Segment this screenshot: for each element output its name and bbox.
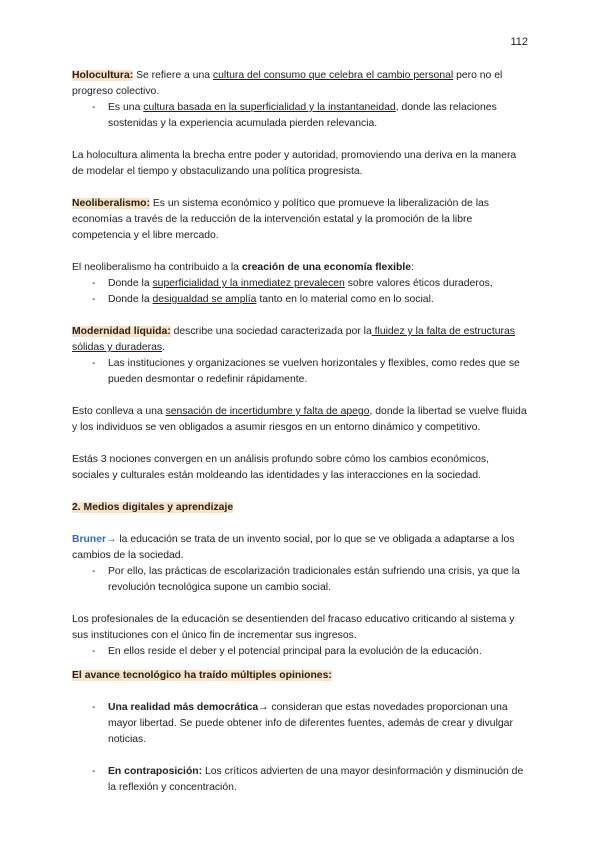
modernidad-bullet: - Las instituciones y organizaciones se vuelven horizontales y flexibles, como redes que se pueden desmontar o redefinir rápidamente.: [92, 358, 520, 385]
opinion-bullet-1: - Una realidad más democrática→ consideran que estas novedades proporcionan una mayor libertad. Se puede obtener info de diferentes fuentes, además de crear y divulgar noticias.: [92, 702, 513, 745]
summary-paragraph: Estás 3 nociones convergen en un análisis profundo sobre cómo los cambios económicos, sociales y culturales están moldeando las identidades y las interacciones en la sociedad.: [72, 454, 490, 481]
section-heading: 2. Medios digitales y aprendizaje: [72, 502, 234, 513]
document-body: [72, 68, 528, 796]
neoliberalismo-intro: El neoliberalismo ha contribuido a la creación de una economía flexible:: [72, 262, 414, 273]
neoliberalismo-definition: Neoliberalismo: Es un sistema económico y político que promueve la liberalización de las economías a través de la reducción de la intervención estatal y la promoción de la libre competencia y el libre mercado.: [72, 198, 489, 241]
neoliberalismo-bullet-1: - Donde la superficialidad y la inmediatez prevalecen sobre valores éticos duraderos,: [92, 278, 493, 289]
holocultura-term: Holocultura:: [72, 70, 134, 81]
holocultura-definition: Holocultura: Se refiere a una cultura del consumo que celebra el cambio personal pero no el progreso colectivo.: [72, 70, 503, 97]
bruner-paragraph: Bruner→ la educación se trata de un invento social, por lo que se ve obligada a adaptarse a los cambios de la sociedad.: [72, 534, 515, 561]
arrow-icon: →: [106, 534, 117, 545]
holocultura-bullet: - Es una cultura basada en la superficialidad y la instantaneidad, donde las relaciones sostenidas y la experiencia acumulada pierden relevancia.: [92, 102, 497, 129]
opinions-heading: El avance tecnológico ha traído múltiples opiniones:: [72, 670, 332, 681]
page-number: 112: [510, 36, 528, 48]
profesionales-bullet: - En ellos reside el deber y el potencial principal para la evolución de la educación.: [92, 646, 482, 657]
modernidad-term: Modernidad líquida:: [72, 326, 171, 337]
bruner-bullet: - Por ello, las prácticas de escolarización tradicionales están sufriendo una crisis, ya que la revolución tecnológica supone un cambio social.: [92, 566, 520, 593]
holocultura-paragraph: La holocultura alimenta la brecha entre poder y autoridad, promoviendo una deriva en la manera de modelar el tiempo y obstaculizando una política progresista.: [72, 150, 517, 177]
bruner-name: Bruner: [72, 534, 107, 545]
opinion-bullet-2: - En contraposición: Los críticos advierten de una mayor desinformación y disminución de la reflexión y concentración.: [92, 766, 524, 793]
modernidad-definition: Modernidad líquida: describe una sociedad caracterizada por la fluidez y la falta de estructuras sólidas y duraderas.: [72, 326, 515, 353]
modernidad-paragraph: Esto conlleva a una sensación de incertidumbre y falta de apego, donde la libertad se vuelve fluida y los individuos se ven obligados a asumir riesgos en un entorno dinámico y competitivo.: [72, 406, 527, 433]
neoliberalismo-term: Neoliberalismo:: [72, 198, 150, 209]
neoliberalismo-bullet-2: - Donde la desigualdad se amplía tanto en lo material como en lo social.: [92, 294, 434, 305]
profesionales-paragraph: Los profesionales de la educación se desentienden del fracaso educativo criticando al sistema y sus instituciones con el único fin de incrementar sus ingresos.: [72, 614, 515, 641]
arrow-icon: →: [258, 702, 269, 713]
